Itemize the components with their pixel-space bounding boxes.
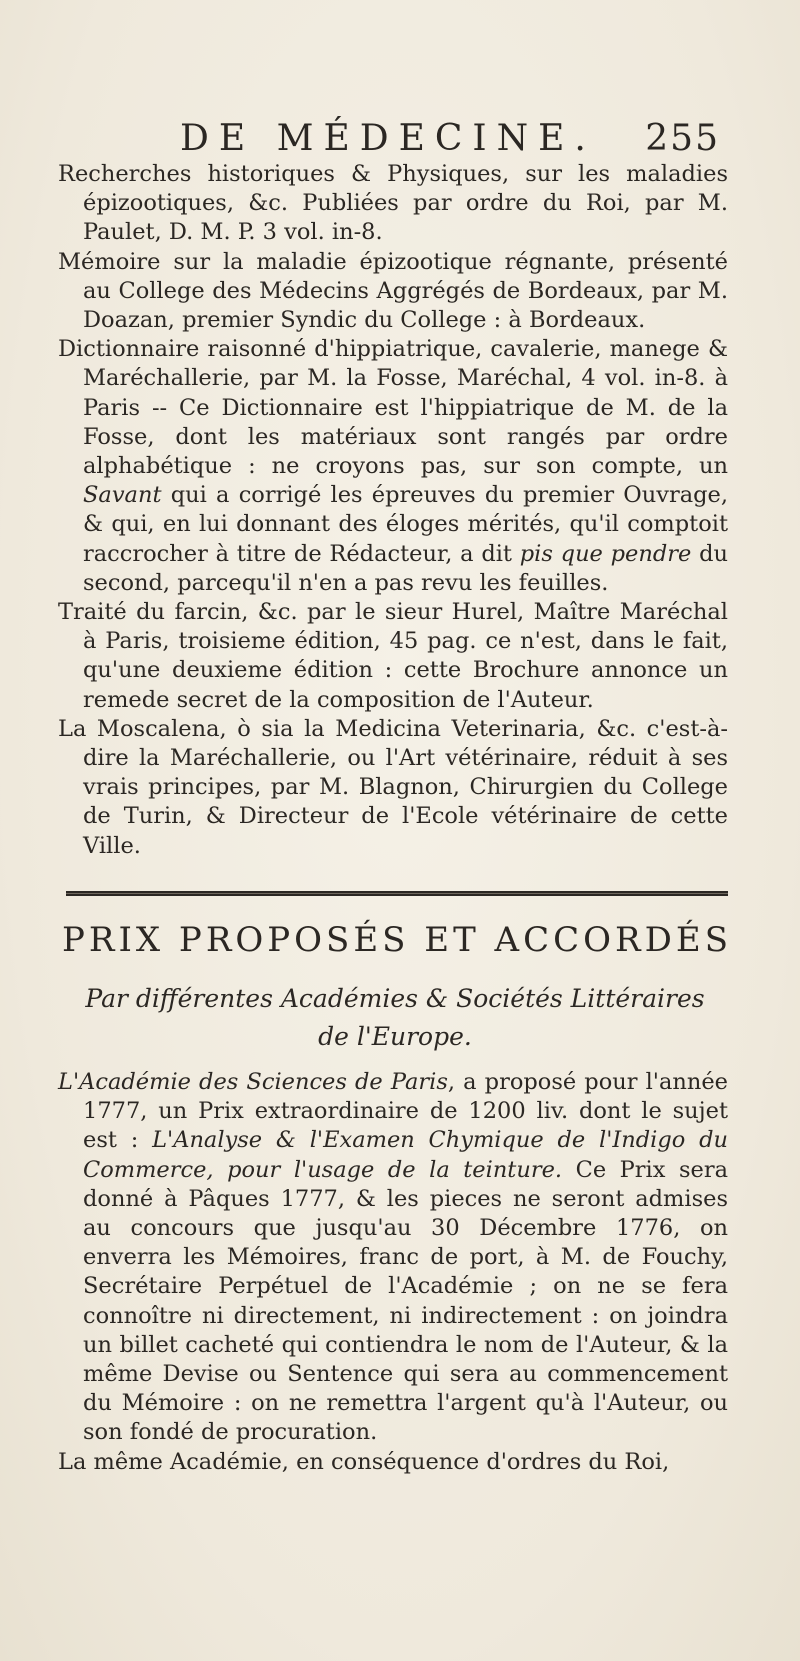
prize-italic: L'Analyse & l'Examen Chymique de l'Indigo du Commerce, pour l'usage de la teinture. bbox=[83, 1127, 728, 1183]
bibliography-list bbox=[58, 160, 728, 861]
bibliography-entry: Recherches historiques & Physiques, sur les maladies épizootiques, &c. Publiées par ordre du Roi, par M. Paulet, D. M. P. 3 vol. in-8. bbox=[58, 161, 728, 246]
prize-list bbox=[58, 1068, 728, 1477]
entry-italic: pis que pendre bbox=[519, 540, 692, 567]
section-subheading bbox=[60, 980, 730, 1056]
section-divider bbox=[66, 891, 728, 896]
bibliography-entry bbox=[58, 335, 728, 598]
prize-text: , a proposé pour l'année 1777, un Prix extraordinaire de 1200 liv. dont le sujet est : bbox=[83, 1069, 728, 1154]
entry-text: du second, parcequ'il n'en a pas revu les feuilles. bbox=[83, 540, 729, 596]
prize-entry: La même Académie, en conséquence d'ordres du Roi, bbox=[58, 1448, 670, 1475]
bibliography-entry: Mémoire sur la maladie épizootique régnante, présenté au College des Médecins Aggrégés de Bordeaux, par M. Doazan, premier Syndic du College : à Bordeaux. bbox=[58, 248, 728, 334]
prize-italic: L'Académie des Sciences de Paris bbox=[58, 1069, 448, 1095]
subheading-line: Par différentes Académies & Sociétés Littéraires bbox=[85, 984, 705, 1013]
bibliography-entry: La Moscalena, ò sia la Medicina Veterinaria, &c. c'est-à-dire la Maréchallerie, ou l'Art vétérinaire, réduit à ses vrais principes, par M. Blagnon, Chirurgien du College de Turin, & Directeur de l'Ecole vétérinaire de cette Ville. bbox=[58, 715, 728, 859]
running-header bbox=[180, 118, 720, 166]
bibliography-entry: Traité du farcin, &c. par le sieur Hurel, Maître Maréchal à Paris, troisieme édition, 45 pag. ce n'est, dans le fait, qu'une deuxieme édition : cette Brochure annonce un remede secret de la composition de l'Auteur. bbox=[58, 599, 728, 713]
prize-entry bbox=[58, 1068, 728, 1448]
running-title: DE MÉDECINE. bbox=[180, 118, 596, 159]
section-heading: PRIX PROPOSÉS ET ACCORDÉS bbox=[62, 920, 732, 960]
page-number: 255 bbox=[645, 118, 720, 159]
entry-italic: Savant bbox=[83, 482, 162, 509]
entry-text: Dictionnaire raisonné d'hippiatrique, cavalerie, manege & Maréchallerie, par M. la Fosse, Maréchal, 4 vol. in-8. à Paris -- Ce Dictionnaire est l'hippiatrique de M. de la Fosse, dont les matériaux sont rangés par ordre alphabétique : ne croyons pas, sur son compte, un bbox=[58, 336, 728, 480]
prize-text: Ce Prix sera donné à Pâques 1777, & les pieces ne seront admises au concours que jusqu'au 30 Décembre 1776, on enverra les Mémoires, franc de port, à M. de Fouchy, Secrétaire Perpétuel de l'Académie ; on ne se fera connoître ni directement, ni indirectement : on joindra un billet cacheté qui contiendra le nom de l'Auteur, & la même Devise ou Sentence qui sera au commencement du Mémoire : on ne remettra l'argent qu'à l'Auteur, ou son fondé de procuration. bbox=[83, 1156, 728, 1446]
subheading-line: de l'Europe. bbox=[318, 1022, 472, 1051]
entry-text: qui a corrigé les épreuves du premier Ouvrage, & qui, en lui donnant des éloges mérités, qu'il comptoit raccrocher à titre de Rédacteur, a dit bbox=[83, 482, 728, 567]
